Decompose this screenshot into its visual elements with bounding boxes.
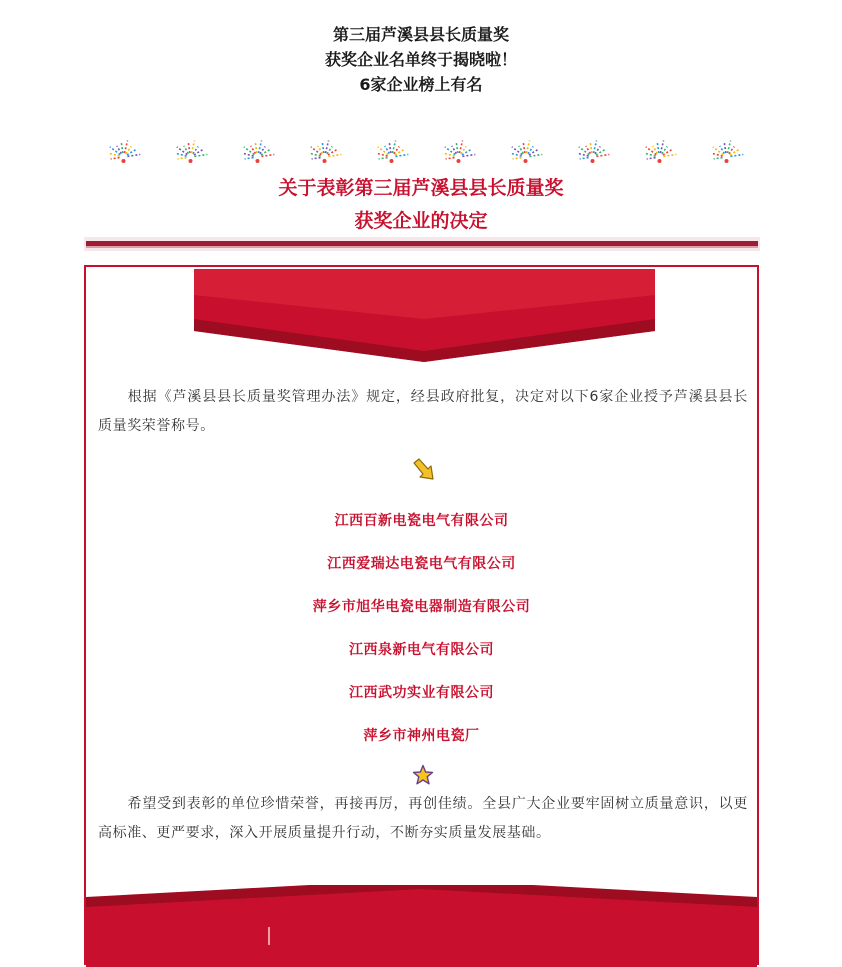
decision-title-line-2: 获奖企业的决定 <box>354 210 488 232</box>
bottom-ribbon-banner <box>86 885 757 967</box>
company-item: 萍乡市旭华电瓷电器制造有限公司 <box>312 599 531 615</box>
divider-rule <box>84 233 760 253</box>
fireworks-icon <box>109 140 140 163</box>
headline-line-1: 第三届芦溪县县长质量奖 <box>332 25 509 44</box>
fireworks-icon <box>176 140 207 163</box>
fireworks-icon <box>645 140 676 163</box>
company-item: 江西武功实业有限公司 <box>349 685 494 701</box>
fireworks-icon <box>444 140 475 163</box>
company-item: 萍乡市神州电瓷厂 <box>363 728 480 744</box>
decision-title-line-1: 关于表彰第三届芦溪县县长质量奖 <box>278 177 564 199</box>
fireworks-icon <box>712 140 743 163</box>
content-frame <box>84 265 759 965</box>
star-icon <box>412 764 434 786</box>
company-list <box>86 506 757 764</box>
decision-title <box>0 172 842 238</box>
company-item: 江西泉新电气有限公司 <box>349 642 494 658</box>
fireworks-icon <box>377 140 408 163</box>
closing-paragraph: 希望受到表彰的单位珍惜荣誉，再接再厉，再创佳绩。全县广大企业要牢固树立质量意识，以更高标准、更严要求，深入开展质量提升行动，不断夯实质量发展基础。 <box>98 796 748 841</box>
company-item: 江西爱瑞达电瓷电气有限公司 <box>327 556 516 572</box>
fireworks-icon <box>243 140 274 163</box>
intro-paragraph: 根据《芦溪县县长质量奖管理办法》规定，经县政府批复，决定对以下6家企业授予芦溪县县长质量奖荣誉称号。 <box>98 389 748 434</box>
fireworks-icon <box>511 140 542 163</box>
top-ribbon-banner <box>194 269 655 364</box>
fireworks-icon <box>578 140 609 163</box>
headline <box>0 22 842 97</box>
headline-line-2: 获奖企业名单终于揭晓啦！ <box>324 50 517 69</box>
fireworks-icon <box>310 140 341 163</box>
fireworks-row <box>90 136 760 170</box>
pointing-arrow-icon <box>411 457 437 483</box>
headline-line-3: 6家企业榜上有名 <box>359 75 483 94</box>
company-item: 江西百新电瓷电气有限公司 <box>334 513 509 529</box>
